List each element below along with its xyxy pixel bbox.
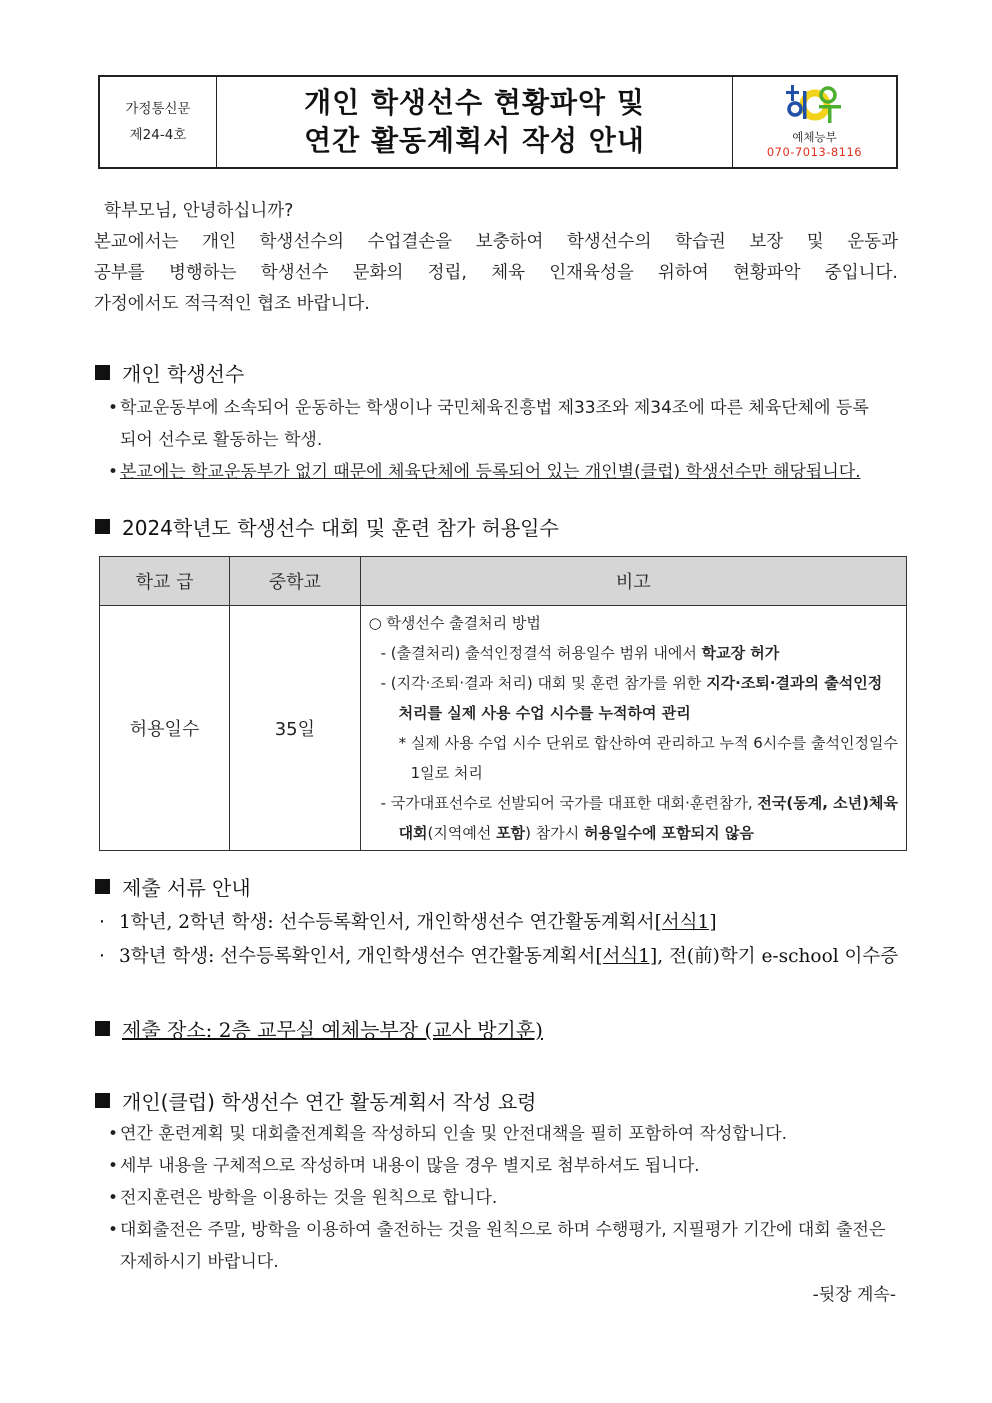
bullet-dot-icon: • [108, 1220, 119, 1240]
note-line: ○ 학생선수 출결처리 방법 [368, 614, 541, 632]
bullet-text: 연간 훈련계획 및 대회출전계획을 작성하되 인솔 및 안전대책을 필히 포함하여 작성합니다. [120, 1124, 788, 1144]
document-text: 3학년 학생: 선수등록확인서, 개인학생선수 연간활동계획서 [119, 946, 596, 967]
notice-type: 가정통신문 [125, 101, 191, 117]
notice-number: 제24-4호 [129, 127, 187, 143]
note-text: - 국가대표선수로 선발되어 국가를 대표한 대회·훈련참가, [380, 794, 758, 812]
bullet-dot-icon: • [108, 462, 119, 482]
note-line [369, 698, 898, 728]
section-title: 2024학년도 학생선수 대회 및 훈련 참가 허용일수 [122, 516, 559, 540]
bullet-dot-icon: · [99, 946, 105, 967]
square-bullet-icon [95, 519, 110, 534]
allowed-days-table [99, 556, 907, 851]
section-title: 제출 서류 안내 [122, 876, 251, 900]
note-line: 1일로 처리 [410, 764, 483, 782]
bullet-text: 본교에는 학교운동부가 없기 때문에 체육단체에 등록되어 있는 개인별(클럽) 학생선수만 해당됩니다. [120, 462, 861, 482]
document-item-grade-1-2 [99, 906, 717, 940]
bullet-text: 세부 내용을 구체적으로 작성하며 내용이 많을 경우 별지로 첨부하셔도 됩니다. [120, 1156, 700, 1176]
table-row [100, 606, 907, 851]
bullet-dot-icon: • [108, 1156, 119, 1176]
square-bullet-icon [95, 1093, 110, 1108]
note-line [369, 638, 898, 668]
school-logo-icon [783, 83, 847, 127]
form-1-link: [서식1] [595, 946, 658, 967]
continued-on-back: -뒷장 계속- [812, 1285, 896, 1305]
guide-bullet [108, 1214, 898, 1278]
section-writing-guide [95, 1086, 536, 1115]
square-bullet-icon [95, 879, 110, 894]
intro-line-2: 공부를 병행하는 학생선수 문화의 정립, 체육 인재육성을 위하여 현황파악 중입니다. [94, 263, 898, 283]
remarks-cell [360, 606, 906, 851]
section-allowed-days [95, 512, 559, 541]
header-school-level: 학교 급 [100, 557, 230, 606]
bullet-dot-icon: • [108, 1124, 119, 1144]
row-label: 허용일수 [100, 606, 230, 851]
document-text: , 전(前)학기 e-school 이수증 [657, 946, 899, 967]
guide-bullet [108, 1118, 898, 1150]
note-line [369, 788, 898, 818]
note-line [369, 668, 898, 698]
header-remarks: 비고 [360, 557, 906, 606]
notice-id-cell [100, 77, 217, 167]
bullet-text-continued: 되어 선수로 활동하는 학생. [120, 430, 323, 450]
note-emphasis: 포함 [496, 824, 526, 842]
table-header-row [100, 557, 907, 606]
guide-bullet [108, 1150, 898, 1182]
note-text: (지역예선 [427, 824, 497, 842]
note-emphasis: 대회 [398, 824, 428, 842]
bullet-dot-icon: · [99, 912, 105, 933]
note-line: * 실제 사용 수업 시수 단위로 합산하여 관리하고 누적 6시수를 출석인정일수 [398, 734, 898, 752]
header-box [98, 75, 898, 169]
note-emphasis: 지각·조퇴·결과의 출석인정 [706, 674, 883, 692]
document-text: 1학년, 2학년 학생: 선수등록확인서, 개인학생선수 연간활동계획서 [119, 912, 655, 933]
form-1-link: [서식1] [654, 912, 717, 933]
section-title: 개인(클럽) 학생선수 연간 활동계획서 작성 요령 [122, 1090, 537, 1114]
section-student-athlete [95, 358, 244, 387]
department-name: 예체능부 [792, 130, 837, 144]
bullet-dot-icon: • [108, 398, 119, 418]
eligibility-bullet [108, 456, 898, 488]
section-title: 제출 장소: 2층 교무실 예체능부장 (교사 방기훈) [122, 1018, 543, 1042]
definition-bullet [108, 392, 898, 456]
guide-bullet [108, 1182, 898, 1214]
note-emphasis: 허용일수에 포함되지 않음 [583, 824, 754, 842]
note-text: - (출결처리) 출석인정결석 허용일수 범위 내에서 [380, 644, 702, 662]
intro-line-1: 본교에서는 개인 학생선수의 수업결손을 보충하여 학생선수의 학습권 보장 및 운동과 [94, 232, 898, 252]
page-title [217, 77, 732, 167]
document-item-grade-3 [99, 940, 898, 974]
bullet-text-continued: 자제하시기 바랍니다. [120, 1252, 279, 1272]
section-documents [95, 872, 251, 901]
department-phone: 070-7013-8116 [766, 145, 863, 159]
title-line-1: 개인 학생선수 현황파악 및 [304, 86, 645, 119]
bullet-text: 대회출전은 주말, 방학을 이용하여 출전하는 것을 원칙으로 하며 수행평가, 지필평가 기간에 대회 출전은 [120, 1220, 886, 1240]
title-line-2: 연간 활동계획서 작성 안내 [304, 124, 645, 157]
bullet-dot-icon: • [108, 1188, 119, 1208]
note-emphasis: 학교장 허가 [701, 644, 780, 662]
bullet-text: 학교운동부에 소속되어 운동하는 학생이나 국민체육진흥법 제33조와 제34조에 따른 체육단체에 등록 [120, 398, 869, 418]
section-title: 개인 학생선수 [122, 362, 245, 386]
square-bullet-icon [95, 1021, 110, 1036]
greeting: 학부모님, 안녕하십니까? [104, 201, 294, 221]
row-value: 35일 [230, 606, 360, 851]
header-middle-school: 중학교 [230, 557, 360, 606]
bullet-text: 전지훈련은 방학을 이용하는 것을 원칙으로 합니다. [120, 1188, 498, 1208]
section-submission-place [95, 1014, 543, 1043]
note-line [369, 818, 898, 848]
square-bullet-icon [95, 365, 110, 380]
intro-paragraph [94, 227, 898, 320]
note-text: - (지각·조퇴·결과 처리) 대회 및 훈련 참가를 위한 [380, 674, 707, 692]
note-emphasis: 처리를 실제 사용 수업 시수를 누적하여 관리 [398, 704, 691, 722]
note-text: ) 참가시 [525, 824, 584, 842]
note-emphasis: 전국(동계, 소년)체육 [757, 794, 898, 812]
department-cell [732, 77, 896, 167]
intro-line-3: 가정에서도 적극적인 협조 바랍니다. [94, 294, 370, 314]
